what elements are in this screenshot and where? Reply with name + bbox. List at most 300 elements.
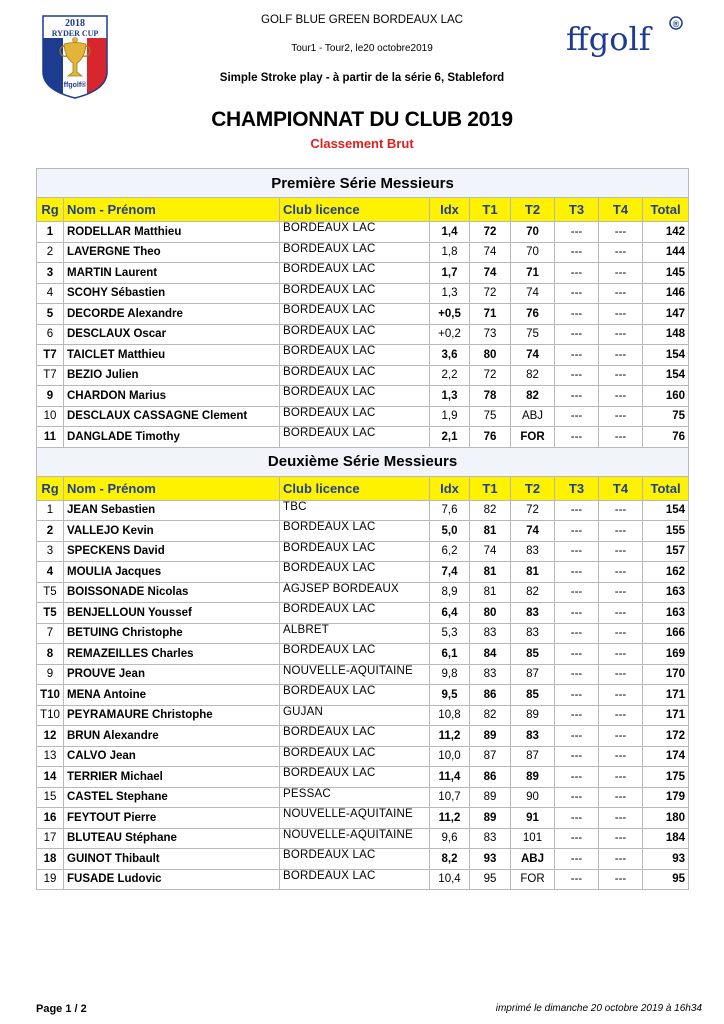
cell-t3: --- — [555, 767, 599, 788]
cell-t2: ABJ — [511, 849, 555, 870]
table-row — [37, 541, 689, 562]
cell-t4: --- — [599, 222, 643, 243]
column-header-name: Nom - Prénom — [64, 476, 280, 500]
cell-rg: 3 — [37, 541, 64, 562]
cell-t1: 83 — [470, 664, 511, 685]
cell-t4: --- — [599, 242, 643, 263]
cell-total: 155 — [643, 521, 689, 542]
cell-t1: 76 — [470, 427, 511, 448]
cell-rg: T7 — [37, 365, 64, 386]
cell-t3: --- — [555, 386, 599, 407]
cell-idx: 8,2 — [430, 849, 470, 870]
cell-t4: --- — [599, 304, 643, 325]
cell-name: MARTIN Laurent — [64, 263, 280, 284]
table-row — [37, 345, 689, 366]
cell-t2: 76 — [511, 304, 555, 325]
column-header-t1: T1 — [470, 198, 511, 222]
cell-t4: --- — [599, 562, 643, 583]
cell-t4: --- — [599, 603, 643, 624]
table-row — [37, 427, 689, 448]
cell-t1: 89 — [470, 726, 511, 747]
cell-idx: 1,4 — [430, 222, 470, 243]
cell-t2: 83 — [511, 603, 555, 624]
cell-t4: --- — [599, 808, 643, 829]
cell-club: BORDEAUX LAC — [280, 849, 430, 870]
cell-t3: --- — [555, 828, 599, 849]
cell-total: 179 — [643, 787, 689, 808]
table-row — [37, 685, 689, 706]
cell-t3: --- — [555, 726, 599, 747]
cell-total: 160 — [643, 386, 689, 407]
cell-idx: 10,4 — [430, 869, 470, 890]
cell-club: BORDEAUX LAC — [280, 242, 430, 263]
cell-total: 147 — [643, 304, 689, 325]
cell-idx: 1,7 — [430, 263, 470, 284]
cell-t1: 71 — [470, 304, 511, 325]
cell-name: SPECKENS David — [64, 541, 280, 562]
cell-idx: +0,5 — [430, 304, 470, 325]
cell-total: 154 — [643, 365, 689, 386]
column-header-t2: T2 — [511, 198, 555, 222]
club-name: GOLF BLUE GREEN BORDEAUX LAC — [261, 14, 463, 26]
cell-t4: --- — [599, 828, 643, 849]
cell-name: DECORDE Alexandre — [64, 304, 280, 325]
cell-total: 171 — [643, 705, 689, 726]
cell-t2: ABJ — [511, 406, 555, 427]
cell-club: BORDEAUX LAC — [280, 427, 430, 448]
cell-t2: 75 — [511, 324, 555, 345]
cell-club: BORDEAUX LAC — [280, 541, 430, 562]
cell-total: 163 — [643, 603, 689, 624]
cell-name: REMAZEILLES Charles — [64, 644, 280, 665]
cell-idx: 7,4 — [430, 562, 470, 583]
table-row — [37, 406, 689, 427]
cell-name: FUSADE Ludovic — [64, 869, 280, 890]
page-title: CHAMPIONNAT DU CLUB 2019 — [211, 108, 513, 131]
cell-idx: +0,2 — [430, 324, 470, 345]
cell-name: BRUN Alexandre — [64, 726, 280, 747]
table-row — [37, 500, 689, 521]
table-row — [37, 386, 689, 407]
table-row — [37, 726, 689, 747]
cell-t1: 78 — [470, 386, 511, 407]
cell-rg: 4 — [37, 283, 64, 304]
competition-format: Simple Stroke play - à partir de la série 6, Stableford — [219, 72, 505, 84]
table-row — [37, 746, 689, 767]
cell-rg: 10 — [37, 406, 64, 427]
cell-rg: 8 — [37, 644, 64, 665]
cell-t2: 81 — [511, 562, 555, 583]
results-table — [36, 168, 689, 890]
column-header-name: Nom - Prénom — [64, 198, 280, 222]
cell-t2: 70 — [511, 222, 555, 243]
cell-name: LAVERGNE Theo — [64, 242, 280, 263]
cell-idx: 1,3 — [430, 283, 470, 304]
table-row — [37, 603, 689, 624]
table-row — [37, 263, 689, 284]
serie-title-row — [37, 447, 689, 476]
cell-t2: 83 — [511, 726, 555, 747]
table-row — [37, 324, 689, 345]
cell-idx: 9,8 — [430, 664, 470, 685]
cell-rg: 9 — [37, 664, 64, 685]
cell-club: BORDEAUX LAC — [280, 644, 430, 665]
cell-t3: --- — [555, 705, 599, 726]
cell-club: BORDEAUX LAC — [280, 767, 430, 788]
cell-total: 180 — [643, 808, 689, 829]
cell-name: DESCLAUX Oscar — [64, 324, 280, 345]
cell-t4: --- — [599, 767, 643, 788]
cell-t4: --- — [599, 685, 643, 706]
cell-name: BETUING Christophe — [64, 623, 280, 644]
cell-t3: --- — [555, 345, 599, 366]
cell-rg: 6 — [37, 324, 64, 345]
cell-club: BORDEAUX LAC — [280, 685, 430, 706]
cell-rg: 3 — [37, 263, 64, 284]
cell-t2: 83 — [511, 623, 555, 644]
table-row — [37, 304, 689, 325]
cell-t2: 74 — [511, 521, 555, 542]
table-row — [37, 623, 689, 644]
table-row — [37, 582, 689, 603]
column-header-t2: T2 — [511, 476, 555, 500]
svg-text:RYDER CUP: RYDER CUP — [51, 29, 99, 38]
cell-total: 163 — [643, 582, 689, 603]
table-row — [37, 828, 689, 849]
cell-t2: 90 — [511, 787, 555, 808]
cell-name: VALLEJO Kevin — [64, 521, 280, 542]
cell-idx: 3,6 — [430, 345, 470, 366]
cell-t2: 91 — [511, 808, 555, 829]
cell-name: PROUVE Jean — [64, 664, 280, 685]
cell-name: MOULIA Jacques — [64, 562, 280, 583]
cell-idx: 6,2 — [430, 541, 470, 562]
cell-idx: 5,3 — [430, 623, 470, 644]
cell-t1: 75 — [470, 406, 511, 427]
cell-club: BORDEAUX LAC — [280, 603, 430, 624]
cell-idx: 11,2 — [430, 726, 470, 747]
cell-t1: 81 — [470, 521, 511, 542]
cell-rg: T7 — [37, 345, 64, 366]
cell-t3: --- — [555, 242, 599, 263]
cell-t1: 80 — [470, 345, 511, 366]
cell-t2: 74 — [511, 345, 555, 366]
cell-idx: 6,1 — [430, 644, 470, 665]
svg-text:®: ® — [672, 19, 680, 29]
cell-club: PESSAC — [280, 787, 430, 808]
cell-club: BORDEAUX LAC — [280, 746, 430, 767]
cell-total: 174 — [643, 746, 689, 767]
cell-name: CALVO Jean — [64, 746, 280, 767]
cell-t1: 80 — [470, 603, 511, 624]
cell-rg: 1 — [37, 500, 64, 521]
cell-t1: 83 — [470, 828, 511, 849]
table-row — [37, 562, 689, 583]
cell-name: CHARDON Marius — [64, 386, 280, 407]
cell-t4: --- — [599, 644, 643, 665]
cell-club: BORDEAUX LAC — [280, 386, 430, 407]
cell-t2: 85 — [511, 644, 555, 665]
cell-t2: 71 — [511, 263, 555, 284]
cell-t2: 72 — [511, 500, 555, 521]
cell-t4: --- — [599, 521, 643, 542]
table-row — [37, 283, 689, 304]
cell-t4: --- — [599, 787, 643, 808]
cell-club: BORDEAUX LAC — [280, 283, 430, 304]
table-row — [37, 242, 689, 263]
cell-t1: 86 — [470, 767, 511, 788]
cell-t4: --- — [599, 849, 643, 870]
cell-rg: 12 — [37, 726, 64, 747]
cell-idx: 10,7 — [430, 787, 470, 808]
cell-total: 169 — [643, 644, 689, 665]
column-header-row — [37, 198, 689, 222]
cell-t1: 74 — [470, 263, 511, 284]
cell-idx: 10,0 — [430, 746, 470, 767]
cell-idx: 1,9 — [430, 406, 470, 427]
cell-t1: 95 — [470, 869, 511, 890]
cell-rg: 2 — [37, 521, 64, 542]
cell-club: NOUVELLE-AQUITAINE — [280, 828, 430, 849]
cell-club: NOUVELLE-AQUITAINE — [280, 664, 430, 685]
cell-t3: --- — [555, 263, 599, 284]
cell-t4: --- — [599, 582, 643, 603]
cell-rg: 4 — [37, 562, 64, 583]
tour-date: Tour1 - Tour2, le20 octobre2019 — [291, 43, 433, 54]
cell-name: MENA Antoine — [64, 685, 280, 706]
cell-t3: --- — [555, 644, 599, 665]
cell-idx: 1,8 — [430, 242, 470, 263]
cell-t4: --- — [599, 283, 643, 304]
cell-t4: --- — [599, 705, 643, 726]
cell-t3: --- — [555, 849, 599, 870]
cell-t2: 101 — [511, 828, 555, 849]
cell-t3: --- — [555, 406, 599, 427]
cell-t2: 82 — [511, 365, 555, 386]
cell-t2: 82 — [511, 386, 555, 407]
cell-club: BORDEAUX LAC — [280, 345, 430, 366]
cell-t2: 87 — [511, 664, 555, 685]
cell-rg: 18 — [37, 849, 64, 870]
cell-rg: 13 — [37, 746, 64, 767]
cell-t4: --- — [599, 500, 643, 521]
cell-t3: --- — [555, 283, 599, 304]
table-row — [37, 808, 689, 829]
cell-idx: 11,2 — [430, 808, 470, 829]
cell-t2: 74 — [511, 283, 555, 304]
cell-t1: 89 — [470, 808, 511, 829]
cell-t3: --- — [555, 500, 599, 521]
cell-rg: 1 — [37, 222, 64, 243]
cell-t2: 82 — [511, 582, 555, 603]
cell-t4: --- — [599, 345, 643, 366]
cell-t2: 87 — [511, 746, 555, 767]
cell-rg: 2 — [37, 242, 64, 263]
cell-t1: 83 — [470, 623, 511, 644]
column-header-row — [37, 476, 689, 500]
table-row — [37, 644, 689, 665]
cell-club: BORDEAUX LAC — [280, 304, 430, 325]
cell-rg: 19 — [37, 869, 64, 890]
cell-t1: 87 — [470, 746, 511, 767]
serie-title-row — [37, 169, 689, 198]
cell-club: BORDEAUX LAC — [280, 726, 430, 747]
cell-t1: 74 — [470, 242, 511, 263]
cell-club: BORDEAUX LAC — [280, 562, 430, 583]
cell-name: DANGLADE Timothy — [64, 427, 280, 448]
column-header-idx: Idx — [430, 476, 470, 500]
cell-t3: --- — [555, 603, 599, 624]
cell-club: BORDEAUX LAC — [280, 222, 430, 243]
cell-club: BORDEAUX LAC — [280, 324, 430, 345]
cell-t1: 74 — [470, 541, 511, 562]
cell-t3: --- — [555, 222, 599, 243]
cell-club: BORDEAUX LAC — [280, 521, 430, 542]
cell-idx: 11,4 — [430, 767, 470, 788]
cell-total: 75 — [643, 406, 689, 427]
cell-t4: --- — [599, 406, 643, 427]
cell-name: GUINOT Thibault — [64, 849, 280, 870]
cell-club: BORDEAUX LAC — [280, 406, 430, 427]
cell-t2: 85 — [511, 685, 555, 706]
cell-total: 142 — [643, 222, 689, 243]
cell-t3: --- — [555, 869, 599, 890]
cell-t1: 72 — [470, 365, 511, 386]
cell-total: 170 — [643, 664, 689, 685]
table-row — [37, 869, 689, 890]
column-header-total: Total — [643, 198, 689, 222]
cell-rg: T5 — [37, 603, 64, 624]
cell-idx: 2,1 — [430, 427, 470, 448]
cell-t2: FOR — [511, 869, 555, 890]
column-header-t1: T1 — [470, 476, 511, 500]
cell-t3: --- — [555, 541, 599, 562]
cell-idx: 1,3 — [430, 386, 470, 407]
serie-title: Première Série Messieurs — [37, 169, 689, 198]
cell-name: SCOHY Sébastien — [64, 283, 280, 304]
cell-t3: --- — [555, 427, 599, 448]
print-date: imprimé le dimanche 20 octobre 2019 à 16h34 — [495, 1003, 702, 1014]
cell-rg: 7 — [37, 623, 64, 644]
cell-t3: --- — [555, 746, 599, 767]
cell-t4: --- — [599, 869, 643, 890]
cell-name: DESCLAUX CASSAGNE Clement — [64, 406, 280, 427]
cell-name: TERRIER Michael — [64, 767, 280, 788]
cell-rg: 15 — [37, 787, 64, 808]
cell-t3: --- — [555, 664, 599, 685]
page-number: Page 1 / 2 — [36, 1003, 87, 1015]
table-row — [37, 767, 689, 788]
cell-club: BORDEAUX LAC — [280, 869, 430, 890]
cell-t1: 72 — [470, 222, 511, 243]
cell-t3: --- — [555, 582, 599, 603]
ryder-cup-trophy-icon — [40, 14, 110, 100]
cell-t1: 81 — [470, 562, 511, 583]
cell-t1: 73 — [470, 324, 511, 345]
cell-t1: 81 — [470, 582, 511, 603]
cell-name: BOISSONADE Nicolas — [64, 582, 280, 603]
cell-total: 95 — [643, 869, 689, 890]
cell-name: CASTEL Stephane — [64, 787, 280, 808]
cell-idx: 6,4 — [430, 603, 470, 624]
cell-t1: 84 — [470, 644, 511, 665]
cell-t1: 72 — [470, 283, 511, 304]
cell-name: BEZIO Julien — [64, 365, 280, 386]
cell-t4: --- — [599, 365, 643, 386]
cell-total: 93 — [643, 849, 689, 870]
cell-rg: T10 — [37, 705, 64, 726]
cell-t2: 70 — [511, 242, 555, 263]
cell-total: 166 — [643, 623, 689, 644]
column-header-t4: T4 — [599, 198, 643, 222]
cell-t4: --- — [599, 541, 643, 562]
cell-club: TBC — [280, 500, 430, 521]
cell-t1: 93 — [470, 849, 511, 870]
svg-text:ffgolf®: ffgolf® — [63, 82, 87, 89]
ryder-cup-logo — [40, 14, 110, 100]
table-row — [37, 849, 689, 870]
cell-t3: --- — [555, 808, 599, 829]
cell-total: 146 — [643, 283, 689, 304]
cell-idx: 10,8 — [430, 705, 470, 726]
cell-name: TAICLET Matthieu — [64, 345, 280, 366]
cell-idx: 2,2 — [430, 365, 470, 386]
column-header-rg: Rg — [37, 476, 64, 500]
table-row — [37, 664, 689, 685]
cell-t4: --- — [599, 623, 643, 644]
column-header-idx: Idx — [430, 198, 470, 222]
column-header-t4: T4 — [599, 476, 643, 500]
cell-rg: 14 — [37, 767, 64, 788]
cell-total: 175 — [643, 767, 689, 788]
cell-total: 144 — [643, 242, 689, 263]
table-row — [37, 222, 689, 243]
cell-club: NOUVELLE-AQUITAINE — [280, 808, 430, 829]
cell-idx: 9,6 — [430, 828, 470, 849]
cell-rg: 5 — [37, 304, 64, 325]
cell-total: 172 — [643, 726, 689, 747]
cell-club: BORDEAUX LAC — [280, 263, 430, 284]
cell-total: 148 — [643, 324, 689, 345]
cell-club: GUJAN — [280, 705, 430, 726]
cell-rg: T5 — [37, 582, 64, 603]
column-header-club: Club licence — [280, 198, 430, 222]
column-header-rg: Rg — [37, 198, 64, 222]
cell-t2: 83 — [511, 541, 555, 562]
cell-total: 145 — [643, 263, 689, 284]
cell-t1: 86 — [470, 685, 511, 706]
cell-club: AGJSEP BORDEAUX — [280, 582, 430, 603]
cell-t2: 89 — [511, 705, 555, 726]
table-row — [37, 787, 689, 808]
cell-t2: 89 — [511, 767, 555, 788]
cell-total: 162 — [643, 562, 689, 583]
cell-club: BORDEAUX LAC — [280, 365, 430, 386]
cell-idx: 5,0 — [430, 521, 470, 542]
cell-total: 157 — [643, 541, 689, 562]
cell-total: 154 — [643, 500, 689, 521]
cell-club: ALBRET — [280, 623, 430, 644]
cell-name: BLUTEAU Stéphane — [64, 828, 280, 849]
cell-t3: --- — [555, 365, 599, 386]
cell-t1: 89 — [470, 787, 511, 808]
cell-name: PEYRAMAURE Christophe — [64, 705, 280, 726]
cell-t4: --- — [599, 746, 643, 767]
cell-t3: --- — [555, 324, 599, 345]
cell-name: FEYTOUT Pierre — [64, 808, 280, 829]
cell-name: JEAN Sebastien — [64, 500, 280, 521]
cell-t3: --- — [555, 304, 599, 325]
